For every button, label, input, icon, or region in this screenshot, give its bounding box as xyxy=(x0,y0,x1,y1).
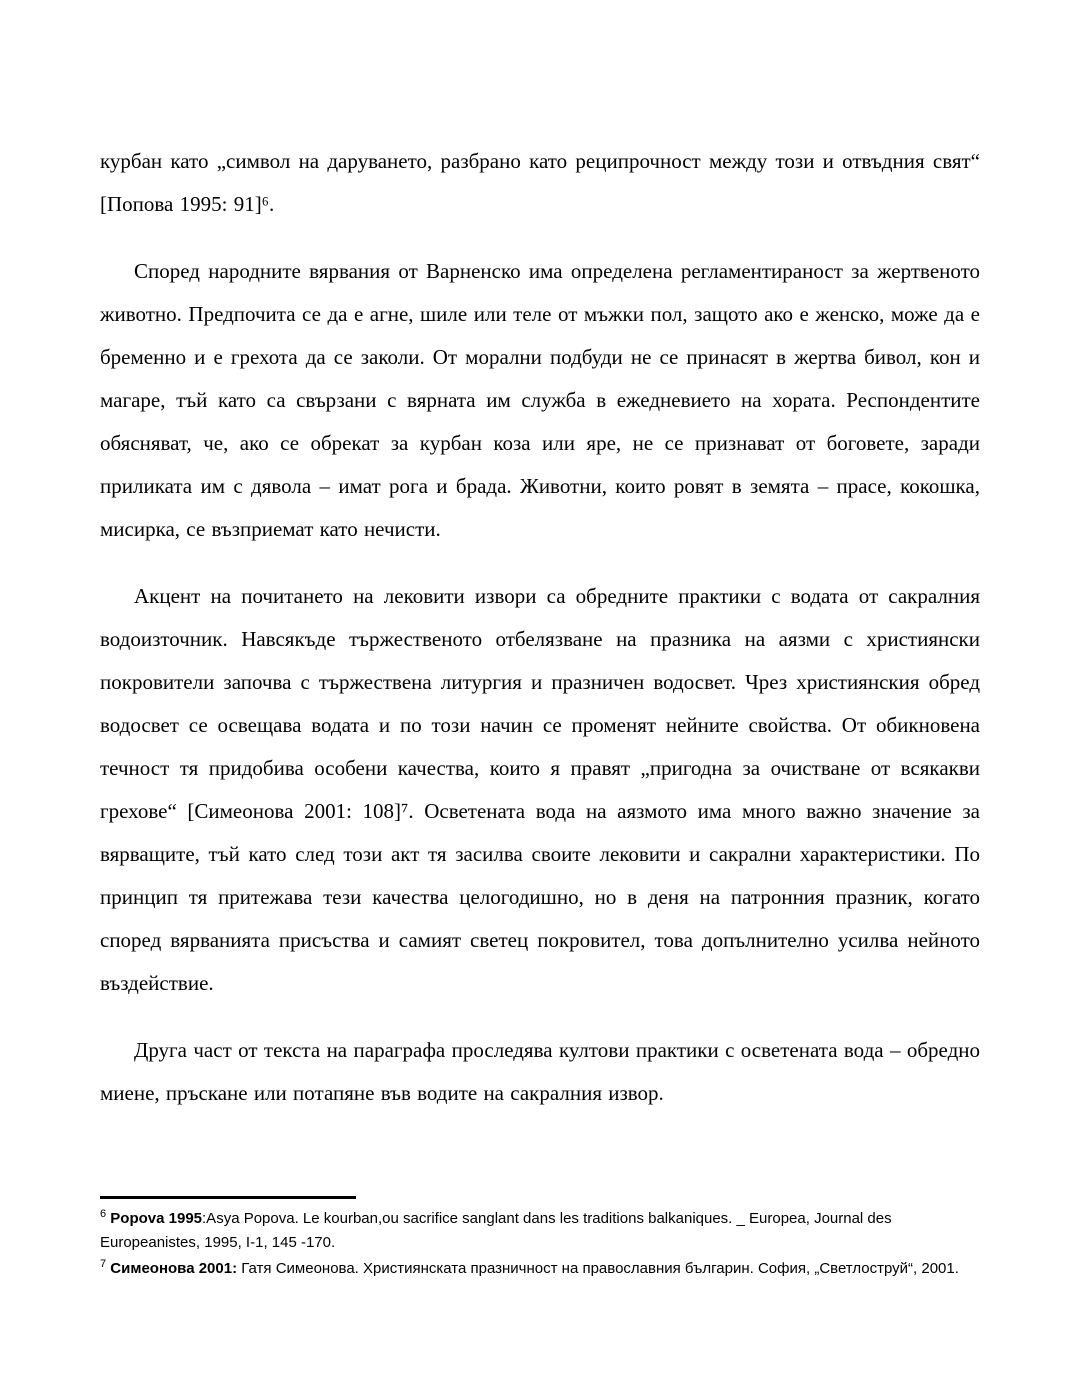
paragraph-cult-practices: Друга част от текста на параграфа проследява култови практики с осветената вода – обредно миене, пръскане или потапяне във водите на сакралния извор. xyxy=(100,1038,980,1105)
body-text xyxy=(100,140,980,1115)
footnote-7-label: Симеонова 2001: xyxy=(110,1260,238,1277)
footnote-7-text: Гатя Симеонова. Християнската празничност на православния българин. София, „Светлоструй“, 2001. xyxy=(237,1260,959,1277)
paragraph-sacrificial-animal: Според народните вярвания от Варненско има определена регламентираност за жертвеното животно. Предпочита се да е агне, шиле или теле от мъжки пол, защото ако е женско, може да е бременно и е грехота да се заколи. От морални подбуди не се принасят в жертва бивол, кон и магаре, тъй като са свързани с вярната им служба в ежедневието на хората. Респондентите обясняват, че, ако се обрекат за курбан коза или яре, не се признават от боговете, заради приликата им с дявола – имат рога и брада. Животни, които ровят в земята – прасе, кокошка, мисирка, се възприемат като нечисти. xyxy=(100,259,980,541)
footnote-7-marker: 7 xyxy=(100,1258,107,1270)
footnote-6-label: Popova 1995 xyxy=(110,1210,203,1227)
paragraph-holy-water: Акцент на почитането на лековити извори са обредните практики с водата от сакралния водоизточник. Навсякъде тържественото отбелязване на празника на аязми с християнски покровители започва с тържествена литургия и празничен водосвет. Чрез християнския обред водосвет се освещава водата и по този начин се променят нейните свойства. От обикновена течност тя придобива особени качества, които я правят „пригодна за очистване от всякакви грехове“ [Симеонова 2001: 108]⁷. Осветената вода на аязмото има много важно значение за вярващите, тъй като след този акт тя засилва своите лековити и сакрални характеристики. По принцип тя притежава тези качества целогодишно, но в деня на патронния празник, когато според вярванията присъства и самият светец покровител, това допълнително усилва нейното въздействие. xyxy=(100,584,980,995)
footnote-6-marker: 6 xyxy=(100,1208,107,1220)
footnotes-section xyxy=(100,1196,980,1283)
footnote-6-text: :Asya Popova. Le kourban,ou sacrifice sanglant dans les traditions balkaniques. _ Europea, Journal des Europeanistes, 1995, I-1, 145 -170. xyxy=(100,1210,892,1251)
footnote-7 xyxy=(100,1257,980,1281)
footnote-separator xyxy=(100,1196,356,1199)
paragraph-continuation: курбан като „символ на даруването, разбрано като реципрочност между този и отвъдния свят“ [Попова 1995: 91]⁶. xyxy=(100,149,980,216)
footnote-6 xyxy=(100,1207,980,1255)
